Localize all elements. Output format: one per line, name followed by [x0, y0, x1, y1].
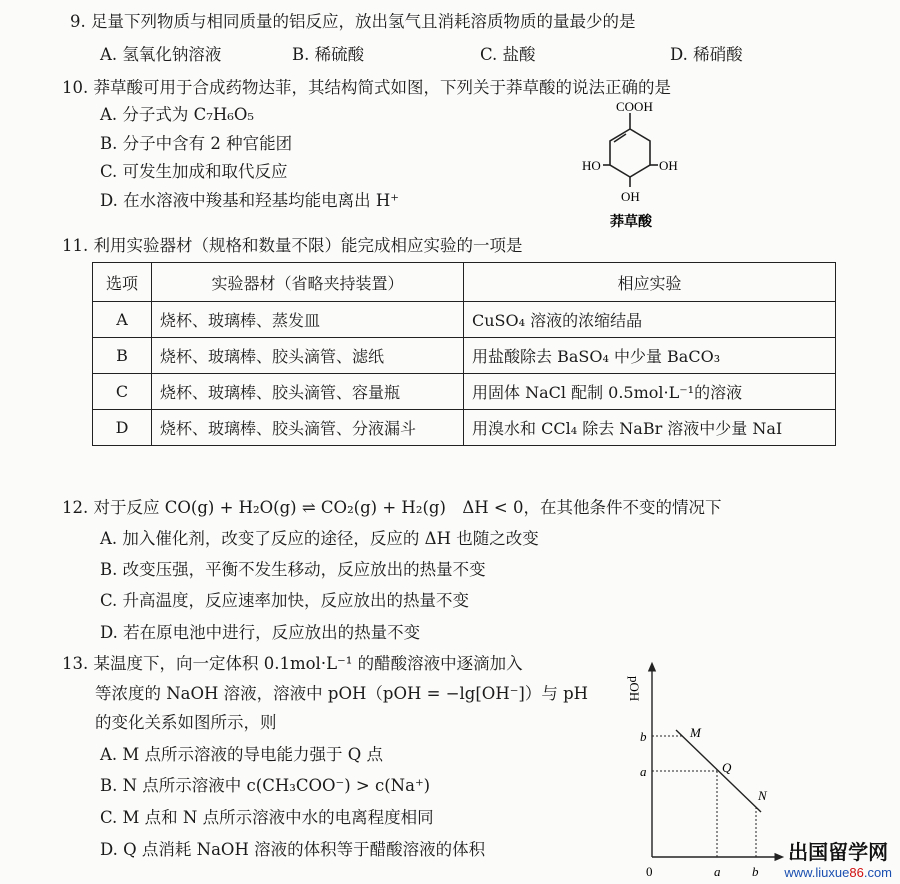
q13-stem-line1: 13. 某温度下，向一定体积 0.1mol·L⁻¹ 的醋酸溶液中逐滴加入 [62, 654, 523, 673]
watermark-url-prefix: www.liuxue [784, 865, 850, 880]
q9-option-d: D. 稀硝酸 [670, 45, 743, 64]
y-tick-b: b [640, 729, 647, 744]
header-equipment: 实验器材（省略夹持装置） [152, 263, 464, 302]
oh-right-label: OH [659, 158, 678, 173]
q9-option-a: A. 氢氧化钠溶液 [100, 45, 222, 64]
q12-option-c: C. 升高温度，反应速率加快，反应放出的热量不变 [100, 591, 470, 610]
cell-experiment: 用溴水和 CCl₄ 除去 NaBr 溶液中少量 NaI [464, 410, 836, 446]
cooh-label: COOH [616, 99, 653, 114]
origin-label: 0 [646, 864, 653, 879]
cell-option: A [93, 302, 152, 338]
q13-option-c: C. M 点和 N 点所示溶液中水的电离程度相同 [100, 808, 434, 827]
site-watermark-logo [784, 836, 892, 880]
q11-table [92, 262, 836, 446]
q13-option-d: D. Q 点消耗 NaOH 溶液的体积等于醋酸溶液的体积 [100, 840, 486, 859]
q11-stem: 11. 利用实验器材（规格和数量不限）能完成相应实验的一项是 [62, 236, 523, 255]
q9-option-b: B. 稀硫酸 [292, 45, 365, 64]
cell-option: B [93, 338, 152, 374]
cell-equipment: 烧杯、玻璃棒、蒸发皿 [152, 302, 464, 338]
cell-experiment: 用固体 NaCl 配制 0.5mol·L⁻¹的溶液 [464, 374, 836, 410]
point-m-label: M [690, 725, 701, 740]
q13-option-a: A. M 点所示溶液的导电能力强于 Q 点 [100, 745, 384, 764]
point-n-label: N [758, 788, 767, 803]
q13-stem-line3: 的变化关系如图所示，则 [95, 713, 277, 732]
cell-equipment: 烧杯、玻璃棒、胶头滴管、分液漏斗 [152, 410, 464, 446]
y-axis-label: pOH [627, 676, 642, 702]
table-row [93, 338, 836, 374]
watermark-url-suffix: .com [863, 865, 892, 880]
table-row [93, 374, 836, 410]
q9-option-c: C. 盐酸 [480, 45, 536, 64]
q12-stem: 12. 对于反应 CO(g) + H₂O(g) ⇌ CO₂(g) + H₂(g) ΔH < 0，在其他条件不变的情况下 [62, 498, 722, 517]
ho-left-label: HO [582, 158, 601, 173]
table-header-row [93, 263, 836, 302]
watermark-site-name: 出国留学网 [788, 840, 889, 864]
q12-option-b: B. 改变压强，平衡不发生移动，反应放出的热量不变 [100, 560, 486, 579]
q13-stem-line2: 等浓度的 NaOH 溶液，溶液中 pOH（pOH = −lg[OH⁻]）与 pH [95, 684, 589, 703]
cell-equipment: 烧杯、玻璃棒、胶头滴管、滤纸 [152, 338, 464, 374]
y-tick-a: a [640, 764, 647, 779]
oh-bottom-label: OH [621, 189, 640, 204]
x-tick-a: a [714, 864, 721, 879]
watermark-url-number: 86 [849, 865, 864, 880]
q10-option-d: D. 在水溶液中羧基和羟基均能电离出 H⁺ [100, 191, 399, 210]
x-tick-b: b [752, 864, 759, 879]
cell-option: D [93, 410, 152, 446]
q12-option-d: D. 若在原电池中进行，反应放出的热量不变 [100, 623, 421, 642]
header-experiment: 相应实验 [464, 263, 836, 302]
q10-stem: 10. 莽草酸可用于合成药物达菲，其结构简式如图，下列关于莽草酸的说法正确的是 [62, 78, 671, 97]
table-row [93, 302, 836, 338]
q10-option-c: C. 可发生加成和取代反应 [100, 162, 288, 181]
point-q-label: Q [722, 760, 732, 775]
poh-ph-graph [620, 660, 790, 884]
q10-option-b: B. 分子中含有 2 种官能团 [100, 134, 293, 153]
q9-stem: 9. 足量下列物质与相同质量的铝反应，放出氢气且消耗溶质物质的量最少的是 [70, 12, 636, 31]
shikimic-acid-structure [570, 95, 710, 235]
table-row [93, 410, 836, 446]
header-option: 选项 [93, 263, 152, 302]
q10-option-a: A. 分子式为 C₇H₆O₅ [100, 105, 255, 124]
cell-experiment: 用盐酸除去 BaSO₄ 中少量 BaCO₃ [464, 338, 836, 374]
q12-option-a: A. 加入催化剂，改变了反应的途径，反应的 ΔH 也随之改变 [100, 529, 539, 548]
q13-option-b: B. N 点所示溶液中 c(CH₃COO⁻) > c(Na⁺) [100, 776, 431, 795]
cell-equipment: 烧杯、玻璃棒、胶头滴管、容量瓶 [152, 374, 464, 410]
cell-option: C [93, 374, 152, 410]
cell-experiment: CuSO₄ 溶液的浓缩结晶 [464, 302, 836, 338]
structure-caption: 莽草酸 [610, 215, 652, 230]
